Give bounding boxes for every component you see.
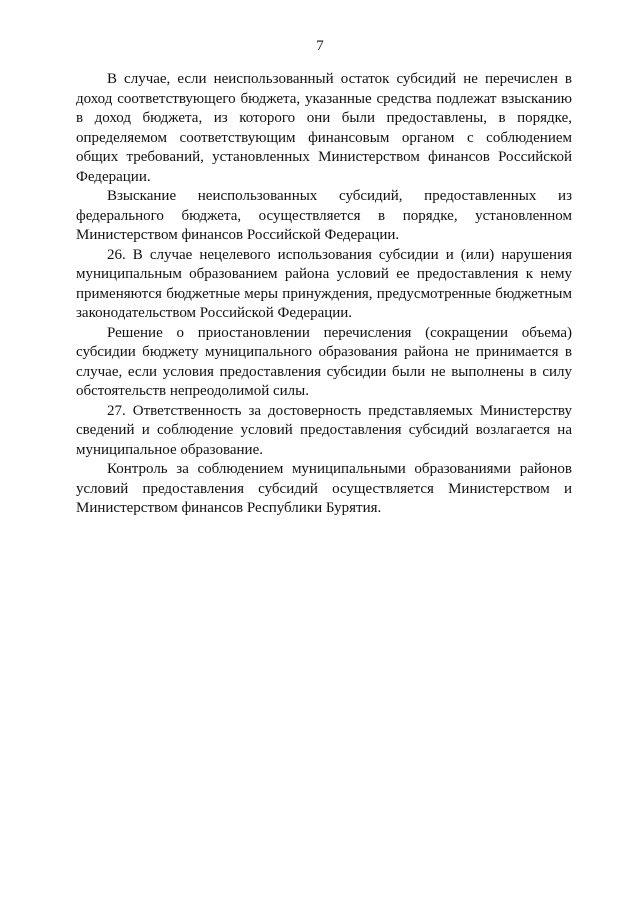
paragraph-27-responsibility: 27. Ответственность за достоверность представляемых Министерству сведений и соблюдение условий предоставления субсидий возлагается на муниципальное образование. xyxy=(76,402,572,458)
paragraph-26-misuse: 26. В случае нецелевого использования субсидии и (или) нарушения муниципальным образованием района условий ее предоставления к нему применяются бюджетные меры принуждения, предусмотренные бюджетным законодательством Российской Федерации. xyxy=(76,246,572,321)
document-body xyxy=(76,70,572,519)
paragraph-unspent-balance: В случае, если неиспользованный остаток субсидий не перечислен в доход соответствующего бюджета, указанные средства подлежат взысканию в доход бюджета, из которого они были предоставлены, в порядке, определяемом соответствующим финансовым органом с соблюдением общих требований, установленных Министерством финансов Российской Федерации. xyxy=(76,71,572,185)
paragraph-suspension-decision: Решение о приостановлении перечисления (сокращении объема) субсидии бюджету муниципального образования района не принимается в случае, если условия предоставления субсидии были не выполнены в силу обстоятельств непреодолимой силы. xyxy=(76,324,572,399)
page-number: 7 xyxy=(316,38,324,54)
paragraph-federal-recovery: Взыскание неиспользованных субсидий, предоставленных из федерального бюджета, осуществляется в порядке, установленном Министерством финансов Российской Федерации. xyxy=(76,188,572,243)
paragraph-control: Контроль за соблюдением муниципальными образованиями районов условий предоставления субсидий осуществляется Министерством и Министерством финансов Республики Бурятия. xyxy=(76,461,572,516)
